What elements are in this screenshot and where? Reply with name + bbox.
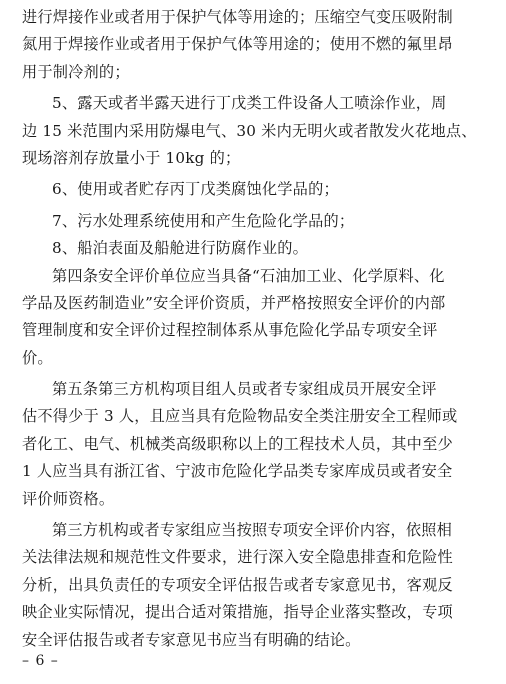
text-line: 用于制冷剂的； — [22, 62, 130, 81]
text-line: 评价师资格。 — [22, 489, 115, 508]
text-line: 进行焊接作业或者用于保护气体等用途的；压缩空气变压吸附制 — [22, 8, 453, 26]
text-line: 分析，出具负责任的专项安全评估报告或者专家意见书，客观反 — [22, 575, 453, 594]
text-line: 第四条安全评价单位应当具备“石油加工业、化学原料、化 — [52, 266, 445, 285]
text-line: 关法律法规和规范性文件要求，进行深入安全隐患排查和危险性 — [22, 548, 453, 567]
text-line: 第三方机构或者专家组应当按照专项安全评价内容，依照相 — [52, 521, 453, 540]
text-line: 6、使用或者贮存丙丁戊类腐蚀化学品的； — [52, 180, 339, 199]
text-line: 1 人应当具有浙江省、宁波市危险化学品类专家库成员或者安全 — [22, 462, 453, 481]
text-line: 价。 — [22, 348, 53, 367]
text-line: 8、船泊表面及船舱进行防腐作业的。 — [52, 239, 309, 258]
text-line: 边 15 米范围内采用防爆电气、30 米内无明火或者散发火花地点、 — [22, 121, 477, 140]
page-number: – 6 – — [22, 653, 59, 669]
text-line: 管理制度和安全评价过程控制体系从事危险化学品专项安全评 — [22, 321, 438, 340]
text-line: 映企业实际情况，提出合适对策措施，指导企业落实整改，专项 — [22, 603, 453, 622]
text-line: 安全评估报告或者专家意见书应当有明确的结论。 — [22, 630, 361, 649]
text-line: 7、污水处理系统使用和产生危险化学品的； — [52, 211, 355, 230]
text-line: 5、露天或者半露天进行丁戊类工件设备人工喷涂作业，周 — [52, 94, 447, 113]
text-line: 第五条第三方机构项目组人员或者专家组成员开展安全评 — [52, 380, 437, 399]
text-line: 氮用于焊接作业或者用于保护气体等用途的；使用不燃的氟里昂 — [22, 35, 453, 54]
text-line: 者化工、电气、机械类高级职称以上的工程技术人员，其中至少 — [22, 434, 453, 453]
text-line: 学品及医药制造业”安全评价资质，并严格按照安全评价的内部 — [22, 293, 446, 312]
body-text — [22, 4, 486, 654]
text-line: 估不得少于 3 人，且应当具有危险物品安全类注册安全工程师或 — [22, 407, 458, 426]
text-line: 现场溶剂存放量小于 10kg 的； — [22, 148, 241, 167]
